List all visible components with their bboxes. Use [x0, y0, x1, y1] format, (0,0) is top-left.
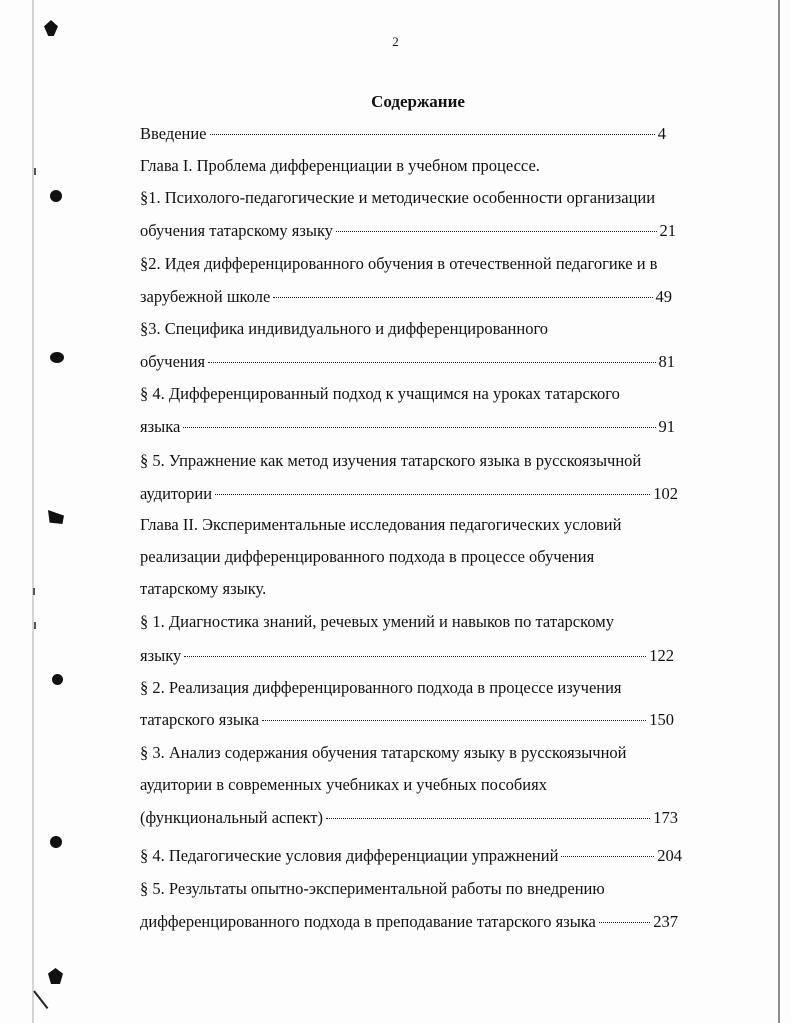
scan-tick-3 — [34, 622, 36, 629]
dot-leader — [336, 231, 656, 232]
scan-right-edge — [778, 0, 780, 1023]
toc-entry-text: языку — [140, 646, 182, 665]
toc-entry-page: 122 — [649, 646, 674, 665]
binder-mark-5 — [52, 674, 63, 685]
toc-entry-page: 102 — [653, 484, 678, 503]
toc-entry-text: татарского языка — [140, 710, 260, 729]
toc-entry-text: дифференцированного подхода в преподавание татарского языка — [140, 912, 596, 931]
toc-entry-page: 81 — [658, 352, 675, 371]
toc-entry-text: обучения — [140, 352, 206, 371]
toc-ch2-section-2-line-2 — [140, 710, 674, 730]
toc-entry-page: 91 — [658, 417, 675, 436]
dot-leader — [183, 427, 655, 428]
toc-entry-intro — [140, 124, 666, 144]
binder-mark-7 — [48, 968, 63, 984]
toc-entry-page: 150 — [649, 710, 674, 729]
toc-section-3-line-1: §3. Специфика индивидуального и дифференцированного — [140, 319, 549, 338]
dot-leader — [561, 856, 654, 857]
page-number: 2 — [392, 34, 399, 49]
scan-tick-1 — [34, 168, 36, 175]
toc-ch2-section-5-line-1: § 5. Результаты опытно-экспериментальной работы по внедрению — [140, 879, 605, 898]
toc-ch2-section-1-line-1: § 1. Диагностика знаний, речевых умений и навыков по татарскому — [140, 612, 614, 631]
toc-ch2-section-2-line-1: § 2. Реализация дифференцированного подхода в процессе изучения — [140, 678, 622, 697]
toc-section-1-line-2 — [140, 221, 676, 241]
toc-ch2-section-1-line-2 — [140, 646, 674, 666]
scan-corner-line — [33, 990, 48, 1009]
toc-section-1-line-1: §1. Психолого-педагогические и методические особенности организации — [140, 188, 656, 207]
dot-leader — [599, 922, 650, 923]
dot-leader — [262, 720, 646, 721]
binder-mark-3 — [50, 352, 64, 363]
dot-leader — [184, 656, 646, 657]
toc-entry-text: обучения татарскому языку — [140, 221, 334, 240]
binder-mark-4 — [48, 510, 64, 524]
dot-leader — [326, 818, 650, 819]
dot-leader — [208, 362, 655, 363]
toc-entry-text: § 4. Педагогические условия дифференциации упражнений — [140, 846, 559, 865]
toc-entry-page: 204 — [657, 846, 682, 865]
scan-tick-2 — [33, 588, 35, 595]
binder-mark-6 — [50, 836, 62, 848]
toc-entry-text: Введение — [140, 124, 207, 143]
toc-section-4-line-2 — [140, 417, 675, 437]
toc-entry-page: 4 — [657, 124, 666, 143]
binder-mark-2 — [50, 190, 62, 202]
dot-leader — [215, 494, 650, 495]
toc-ch2-section-4 — [140, 846, 682, 866]
dot-leader — [210, 134, 655, 135]
toc-entry-text: языка — [140, 417, 181, 436]
toc-ch2-section-3-line-3 — [140, 808, 678, 828]
dot-leader — [273, 297, 652, 298]
toc-entry-page: 49 — [655, 287, 672, 306]
toc-chapter-2-line-1: Глава II. Экспериментальные исследования педагогических условий — [140, 515, 622, 534]
toc-section-2-line-2 — [140, 287, 672, 307]
toc-chapter-1: Глава I. Проблема дифференциации в учебном процессе. — [140, 156, 540, 175]
toc-section-5-line-1: § 5. Упражнение как метод изучения татарского языка в русскоязычной — [140, 451, 642, 470]
page-title: Содержание — [371, 92, 465, 111]
toc-ch2-section-5-line-2 — [140, 912, 678, 932]
toc-entry-page: 237 — [653, 912, 678, 931]
toc-entry-page: 173 — [653, 808, 678, 827]
toc-chapter-2-line-2: реализации дифференцированного подхода в процессе обучения — [140, 547, 595, 566]
toc-entry-text: (функциональный аспект) — [140, 808, 324, 827]
toc-section-4-line-1: § 4. Дифференцированный подход к учащимся на уроках татарского — [140, 384, 620, 403]
scan-left-edge — [32, 0, 34, 1023]
toc-entry-text: аудитории — [140, 484, 213, 503]
toc-section-3-line-2 — [140, 352, 675, 372]
toc-ch2-section-3-line-2: аудитории в современных учебниках и учебных пособиях — [140, 775, 547, 794]
toc-section-2-line-1: §2. Идея дифференцированного обучения в отечественной педагогике и в — [140, 254, 658, 273]
toc-section-5-line-2 — [140, 484, 678, 504]
toc-entry-page: 21 — [659, 221, 676, 240]
toc-chapter-2-line-3: татарскому языку. — [140, 579, 267, 598]
toc-entry-text: зарубежной школе — [140, 287, 271, 306]
toc-ch2-section-3-line-1: § 3. Анализ содержания обучения татарскому языку в русскоязычной — [140, 743, 627, 762]
